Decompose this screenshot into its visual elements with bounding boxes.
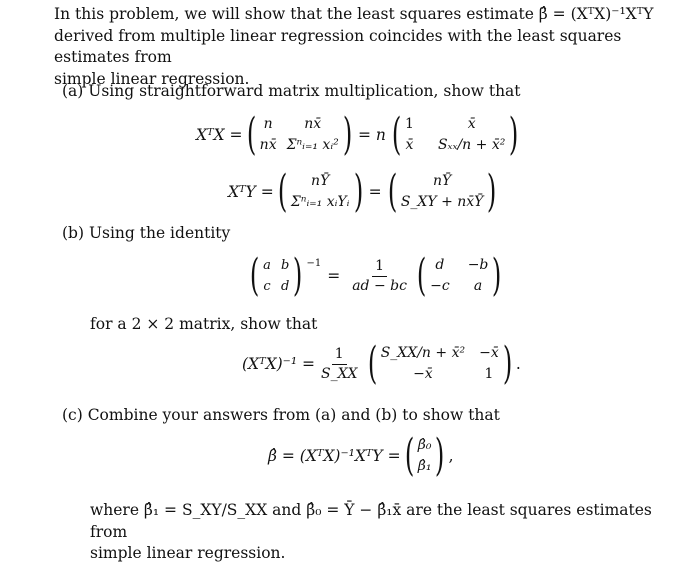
part-c-label: (c) Combine your answers from (a) and (b) to show that [62, 406, 500, 424]
matrix-xtx-scaled [405, 114, 505, 156]
matrix-cell: x̄ [405, 137, 414, 153]
matrix-xtx [260, 114, 339, 156]
where-line-1: where β̂₁ = S_XY/S_XX and β̂₀ = Ȳ − β̂₁x̄ are the least squares estimates from [90, 501, 652, 541]
where-line-2: simple linear regression. [90, 544, 286, 562]
matrix-cell: b [280, 258, 290, 273]
vector-cell: nȲ [311, 173, 330, 189]
matrix-cell: 1 [484, 366, 494, 382]
vector-cell: S_XY + nx̄Ȳ [400, 194, 484, 210]
eq1-mid: = n [357, 126, 386, 144]
vector-xty [291, 171, 350, 213]
matrix-cell: −c [430, 278, 450, 294]
matrix-cell: d [280, 279, 290, 294]
matrix-cell: nx̄ [304, 116, 322, 132]
matrix-cell: n [263, 116, 273, 132]
part-b-label: (b) Using the identity [62, 224, 231, 242]
matrix-cell: x̄ [467, 116, 476, 132]
vector-beta [418, 435, 432, 477]
matrix-cell: −x̄ [479, 345, 499, 361]
fraction-numerator: 1 [372, 257, 387, 277]
matrix-cell: c [263, 279, 271, 294]
inverse-lhs: (XᵀX)⁻¹ = [242, 355, 315, 373]
for-2x2-text: for a 2 × 2 matrix, show that [90, 315, 318, 333]
matrix-abcd [263, 255, 289, 297]
matrix-cell: −b [467, 257, 489, 273]
matrix-cell: Sₓₓ/n + x̄² [437, 137, 506, 153]
inverse-fraction [318, 345, 361, 384]
inverse-exponent: −1 [306, 258, 322, 269]
intro-line-1: In this problem, we will show that the least squares estimate β̂ = (XᵀX)⁻¹XᵀY [54, 5, 654, 23]
equation-beta: β̂ = (XᵀX)⁻¹XᵀY = ( β̂₀ β̂₁ ) , [268, 430, 454, 481]
matrix-inverse [381, 343, 499, 385]
equation-identity: ( a b c d ) $^{-1}$ = $\frac{1}{ad - bc}$ ( d −b −c a ) [249, 250, 502, 301]
intro-line-3: simple linear regression. [54, 69, 250, 88]
identity-fraction [349, 257, 410, 296]
inverse-end: . [515, 355, 521, 373]
equation-xty: XᵀY = ( nȲ Σⁿᵢ₌₁ xᵢYᵢ ) = ( nȲ S_XY + nx̄Ȳ ) [228, 166, 497, 217]
vector-cell: Σⁿᵢ₌₁ xᵢYᵢ [290, 194, 350, 210]
matrix-cell: nx̄ [259, 137, 277, 153]
vector-cell: β̂₁ [417, 458, 432, 474]
eq2-mid: = [368, 183, 382, 201]
part-a-label: (a) Using straightforward matrix multiplication, show that [62, 82, 521, 100]
intro-line-2: derived from multiple linear regression coincides with the least squares estimates from [54, 26, 622, 66]
matrix-cell: d [435, 257, 445, 273]
matrix-cell: 1 [405, 116, 414, 132]
matrix-cell: a [263, 258, 271, 273]
equation-xtx: XᵀX = ( n nx̄ nx̄ Σⁿᵢ₌₁ xᵢ² ) = n ( 1 x̄ x̄ Sₓₓ/n + x̄² ) [196, 109, 519, 160]
vector-cell: β̂₀ [417, 437, 432, 453]
vector-cell: nȲ [433, 173, 452, 189]
matrix-cell: S_XX/n + x̄² [380, 345, 466, 361]
fraction-denominator: ad − bc [352, 277, 407, 294]
vector-xty-simplified [401, 171, 484, 213]
beta-end: , [448, 447, 454, 465]
fraction-numerator: 1 [332, 345, 347, 365]
matrix-cell: −x̄ [413, 366, 433, 382]
equation-inverse: (XᵀX)⁻¹ = $\frac{1}{S\_XX}$ ( S_XX/n + x̄² −x̄ −x̄ 1 ) . [242, 338, 521, 389]
fraction-denominator: S_XX [320, 365, 358, 382]
eq1-lhs: XᵀX = [196, 126, 243, 144]
beta-equation: β̂ = (XᵀX)⁻¹XᵀY = [268, 447, 401, 465]
matrix-cell: a [473, 278, 483, 294]
matrix-cell: Σⁿᵢ₌₁ xᵢ² [286, 137, 339, 153]
intro-paragraph [54, 4, 676, 90]
where-paragraph [90, 500, 680, 565]
eq2-lhs: XᵀY = [228, 183, 274, 201]
matrix-adjugate [430, 255, 488, 297]
identity-equals: = [327, 267, 341, 285]
